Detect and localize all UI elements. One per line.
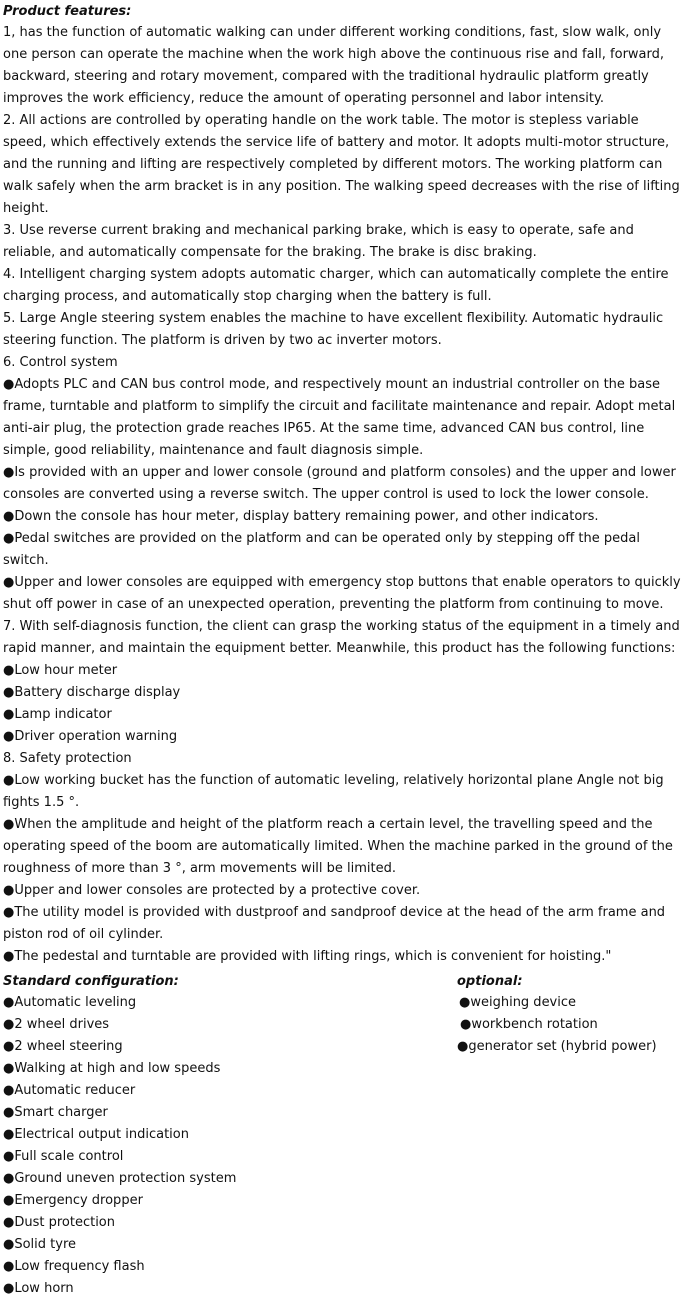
feature-paragraph: 2. All actions are controlled by operating handle on the work table. The motor is stepless variable speed, which effectively extends the service life of battery and motor. It adopts multi-motor structure, and the running and lifting are respectively completed by different motors. The working platform can walk safely when the arm bracket is in any position. The walking speed decreases with the rise of lifting height. xyxy=(3,113,680,216)
feature-paragraph: ●Upper and lower consoles are equipped with emergency stop buttons that enable operators to quickly shut off power in case of an unexpected operation, preventing the platform from continuing to move. xyxy=(3,575,681,612)
feature-paragraph: 4. Intelligent charging system adopts automatic charger, which can automatically complete the entire charging process, and automatically stop charging when the battery is full. xyxy=(3,267,669,304)
feature-paragraph: ●The utility model is provided with dustproof and sandproof device at the head of the arm frame and piston rod of oil cylinder. xyxy=(3,905,666,942)
standard-config-item: ●Smart charger xyxy=(3,1105,108,1120)
feature-paragraph: ●Low working bucket has the function of automatic leveling, relatively horizontal plane Angle not big fights 1.5 °. xyxy=(3,773,664,810)
optional-column xyxy=(457,972,682,1058)
feature-paragraph: 7. With self-diagnosis function, the client can grasp the working status of the equipment in a timely and rapid manner, and maintain the equipment better. Meanwhile, this product has the following functions: xyxy=(3,619,680,656)
standard-config-item: ●Emergency dropper xyxy=(3,1193,143,1208)
standard-config-item: ●Low horn xyxy=(3,1281,74,1296)
standard-config-item: ●Walking at high and low speeds xyxy=(3,1061,221,1076)
feature-paragraph: 1, has the function of automatic walking can under different working conditions, fast, slow walk, only one person can operate the machine when the work high above the continuous rise and fall, forward, backward, steering and rotary movement, compared with the traditional hydraulic platform greatly improves the work efficiency, reduce the amount of operating personnel and labor intensity. xyxy=(3,25,665,106)
feature-paragraph: ●Battery discharge display xyxy=(3,685,181,700)
optional-item: ●weighing device xyxy=(459,995,577,1010)
optional-heading: optional: xyxy=(457,974,523,989)
feature-paragraph: 8. Safety protection xyxy=(3,751,132,766)
feature-paragraph: ●The pedestal and turntable are provided with lifting rings, which is convenient for hoisting." xyxy=(3,949,612,964)
standard-configuration-heading: Standard configuration: xyxy=(3,974,179,989)
standard-config-item: ●Full scale control xyxy=(3,1149,124,1164)
feature-paragraph: ●Down the console has hour meter, display battery remaining power, and other indicators. xyxy=(3,509,599,524)
standard-config-item: ●2 wheel drives xyxy=(3,1017,110,1032)
standard-config-item: ●Solid tyre xyxy=(3,1237,77,1252)
feature-paragraph: ●Driver operation warning xyxy=(3,729,178,744)
feature-paragraph: ●Low hour meter xyxy=(3,663,118,678)
feature-paragraph: ●Upper and lower consoles are protected by a protective cover. xyxy=(3,883,421,898)
feature-paragraph: 3. Use reverse current braking and mechanical parking brake, which is easy to operate, safe and reliable, and automatically compensate for the braking. The brake is disc braking. xyxy=(3,223,634,260)
optional-item: ●generator set (hybrid power) xyxy=(457,1039,657,1054)
standard-config-item: ●Dust protection xyxy=(3,1215,116,1230)
standard-config-item: ●Automatic leveling xyxy=(3,995,137,1010)
standard-config-item: ●2 wheel steering xyxy=(3,1039,123,1054)
feature-paragraph: ●Pedal switches are provided on the platform and can be operated only by stepping off the pedal switch. xyxy=(3,531,640,568)
optional-item: ●workbench rotation xyxy=(460,1017,598,1032)
standard-config-item: ●Electrical output indication xyxy=(3,1127,189,1142)
feature-paragraph: 6. Control system xyxy=(3,355,118,370)
feature-paragraph: ●Adopts PLC and CAN bus control mode, and respectively mount an industrial controller on the base frame, turntable and platform to simplify the circuit and facilitate maintenance and repair. Adopt metal anti-air plug, the protection grade reaches IP65. At the same time, advanced CAN bus control, line simple, good reliability, maintenance and fault diagnosis simple. xyxy=(3,377,676,458)
feature-paragraph: ●When the amplitude and height of the platform reach a certain level, the travelling speed and the operating speed of the boom are automatically limited. When the machine parked in the ground of the roughness of more than 3 °, arm movements will be limited. xyxy=(3,817,673,876)
standard-config-item: ●Low frequency flash xyxy=(3,1259,145,1274)
feature-paragraph: 5. Large Angle steering system enables the machine to have excellent flexibility. Automatic hydraulic steering function. The platform is driven by two ac inverter motors. xyxy=(3,311,664,348)
product-features-heading: Product features: xyxy=(3,4,132,19)
feature-paragraph: ●Is provided with an upper and lower console (ground and platform consoles) and the upper and lower consoles are converted using a reverse switch. The upper control is used to lock the lower console. xyxy=(3,465,676,502)
standard-config-item: ●Ground uneven protection system xyxy=(3,1171,237,1186)
product-features-list xyxy=(3,22,681,968)
standard-configuration-column xyxy=(3,972,443,1300)
standard-config-item: ●Automatic reducer xyxy=(3,1083,136,1098)
feature-paragraph: ●Lamp indicator xyxy=(3,707,112,722)
